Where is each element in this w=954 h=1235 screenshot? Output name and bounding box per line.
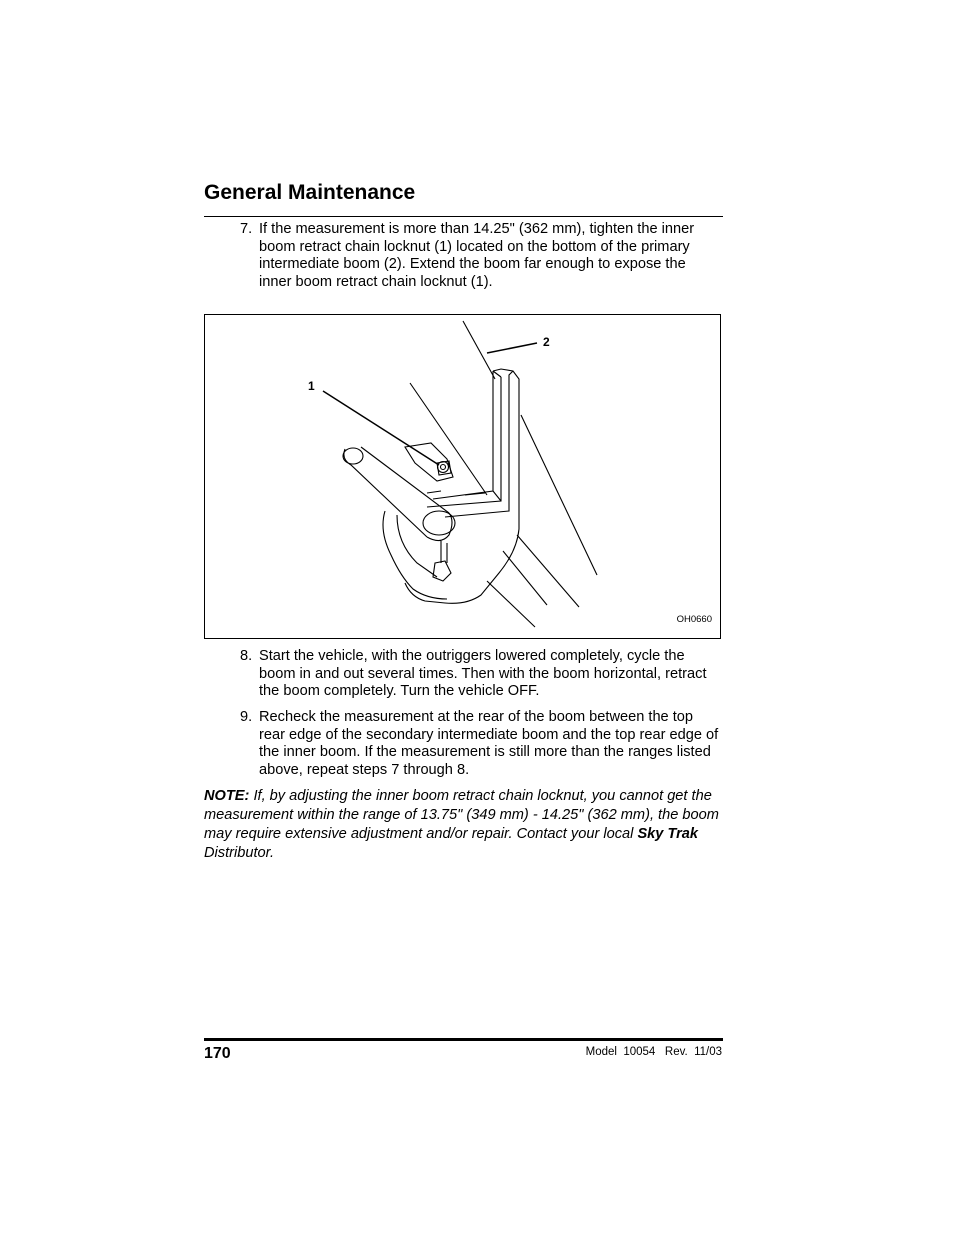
- note-brand: Sky Trak: [637, 826, 699, 842]
- callout-1-label: 1: [308, 379, 315, 393]
- step-9: [240, 709, 722, 779]
- step-number: 9.: [240, 709, 253, 725]
- page-number: 170: [204, 1045, 231, 1062]
- page-title: General Maintenance: [204, 181, 416, 204]
- note-paragraph: [204, 787, 724, 863]
- title-rule: [204, 216, 723, 217]
- step-8: [240, 648, 722, 701]
- footer-model-revision: Model 10054 Rev. 11/03: [585, 1046, 722, 1058]
- step-7: [240, 221, 722, 291]
- callout-2-label: 2: [543, 335, 550, 349]
- note-label: NOTE:: [204, 788, 250, 804]
- step-number: 8.: [240, 648, 253, 664]
- step-text: Recheck the measurement at the rear of the boom between the top rear edge of the secondary intermediate boom and the top rear edge of the inner boom. If the measurement is still more than the ranges listed above, repeat steps 7 through 8.: [259, 709, 719, 778]
- step-text: Start the vehicle, with the outriggers lowered completely, cycle the boom in and out several times. Then with the boom horizontal, retract the boom completely. Turn the vehicle OFF.: [259, 648, 707, 699]
- note-text-2: Distributor.: [204, 845, 275, 861]
- callout-1-leader: [323, 391, 439, 465]
- boom-illustration: [205, 315, 720, 638]
- figure-chain-locknut: [204, 314, 721, 639]
- step-number: 7.: [240, 221, 253, 237]
- step-text: If the measurement is more than 14.25" (362 mm), tighten the inner boom retract chain locknut (1) located on the bottom of the primary intermediate boom (2). Extend the boom far enough to expose the inner boom retract chain locknut (1).: [259, 221, 695, 290]
- callout-2-leader: [487, 343, 537, 353]
- figure-code: OH0660: [676, 614, 712, 625]
- footer-rule: [204, 1038, 723, 1041]
- note-text-1: If, by adjusting the inner boom retract chain locknut, you cannot get the measurement within the range of 13.75" (349 mm) - 14.25" (362 mm), the boom may require extensive adjustment and/or repair. Contact your local: [204, 788, 719, 842]
